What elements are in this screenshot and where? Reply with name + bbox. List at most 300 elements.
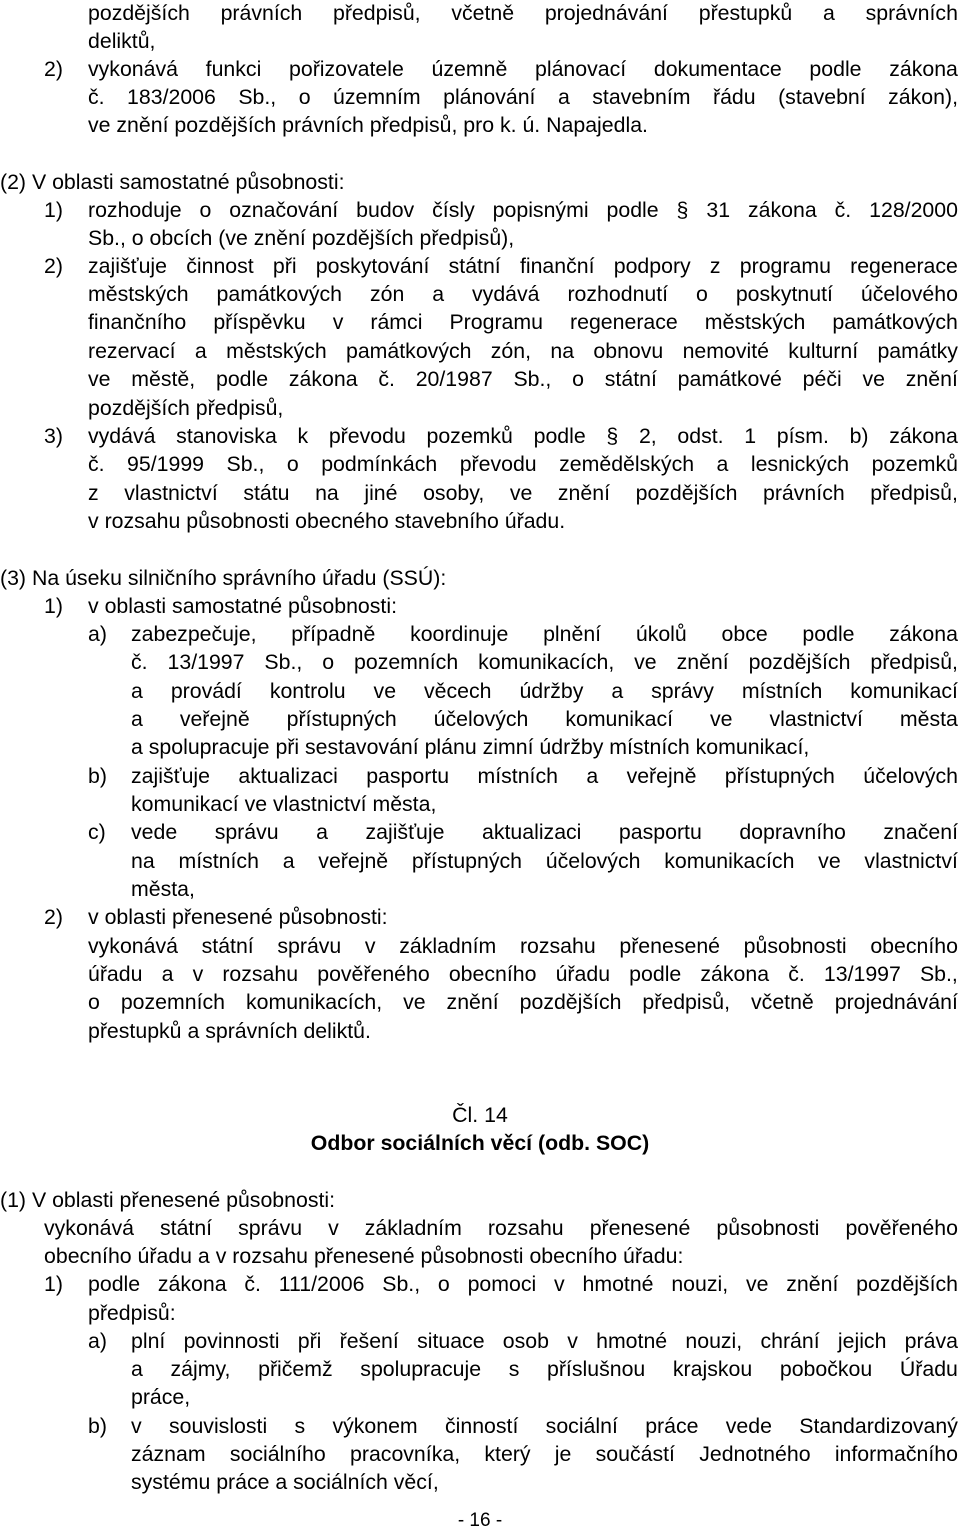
text-line — [88, 0, 958, 27]
word: zajišťuje — [88, 254, 168, 278]
list-number: 1) — [44, 594, 63, 618]
word: přenesené — [619, 934, 721, 958]
text-line: předpisů: — [88, 1301, 176, 1325]
text-line: v rozsahu působnosti obecného stavebního úřadu. — [88, 509, 566, 533]
word: plní — [131, 1329, 166, 1353]
word: přičemž — [258, 1357, 333, 1381]
word: pozdějších — [748, 650, 851, 674]
word: působnosti — [743, 934, 847, 958]
word: městských — [704, 310, 806, 334]
word: o — [88, 990, 100, 1014]
word: a — [131, 707, 143, 731]
word: pozemních — [354, 650, 459, 674]
word: 1 — [744, 424, 757, 448]
paragraph-heading: (3) Na úseku silničního správního úřadu (SSÚ): — [0, 566, 447, 590]
word: záznam — [131, 1442, 206, 1466]
list-letter: a) — [88, 622, 107, 646]
word: zákon), — [888, 85, 958, 109]
word: správy — [651, 679, 714, 703]
word: účelových — [863, 764, 958, 788]
word: 2, — [638, 424, 657, 448]
word: zákona — [889, 622, 958, 646]
word: ve — [373, 679, 397, 703]
word: městě, — [131, 367, 196, 391]
word: 31 — [706, 198, 731, 222]
word: zajišťuje — [365, 820, 445, 844]
text-line — [88, 337, 958, 365]
word: zákona — [288, 367, 358, 391]
word: 111/2006 — [278, 1272, 365, 1296]
word: Úřadu — [899, 1357, 958, 1381]
word: 13/1997 — [167, 650, 245, 674]
word: správu — [277, 934, 342, 958]
text-line — [131, 762, 958, 790]
word: údržby — [519, 679, 584, 703]
word: památkových — [216, 282, 343, 306]
word: č. — [88, 85, 105, 109]
word: ve — [710, 707, 733, 731]
word: místních — [178, 849, 259, 873]
text-line — [88, 83, 958, 111]
word: pomoci — [467, 1272, 537, 1296]
word: činností — [444, 1414, 519, 1438]
word: památkových — [345, 339, 472, 363]
word: věcech — [424, 679, 492, 703]
list-number: 1) — [44, 198, 63, 222]
word: sociální — [545, 1414, 618, 1438]
text-line — [131, 818, 958, 846]
word: ve — [818, 849, 841, 873]
word: poskytnutí — [735, 282, 833, 306]
word: účelových — [545, 849, 641, 873]
paragraph-heading: (2) V oblasti samostatné působnosti: — [0, 170, 345, 194]
word: včetně — [751, 990, 814, 1014]
word: spolupracuje — [360, 1357, 482, 1381]
word: vykonává — [44, 1216, 134, 1240]
word: podle — [606, 198, 659, 222]
word: vydává — [472, 282, 540, 306]
word: příspěvku — [213, 310, 306, 334]
word: znění — [786, 1272, 839, 1296]
text-line — [131, 677, 958, 705]
word: zákona — [157, 1272, 227, 1296]
word: stanoviska — [176, 424, 277, 448]
word: č. — [788, 962, 805, 986]
word: podle — [809, 57, 862, 81]
word: vede — [725, 1414, 772, 1438]
word: komunikací — [565, 707, 674, 731]
text-line: a spolupracuje při sestavování plánu zimní údržby místních komunikací, — [131, 735, 810, 759]
word: osob — [502, 1329, 549, 1353]
list-letter: a) — [88, 1329, 107, 1353]
word: pověřeného — [845, 1216, 958, 1240]
word: hmotné — [582, 1272, 654, 1296]
list-letter: c) — [88, 820, 106, 844]
word: popisnými — [492, 198, 589, 222]
word: komunikacích, — [245, 990, 383, 1014]
word: rozsahu — [487, 1216, 564, 1240]
word: zákona — [889, 424, 958, 448]
word: územním — [333, 85, 421, 109]
text-line — [44, 1214, 958, 1242]
word: vydává — [88, 424, 156, 448]
word: zabezpečuje, — [131, 622, 257, 646]
word: jiné — [364, 481, 398, 505]
word: předpisů, — [642, 990, 731, 1014]
word: místních — [477, 764, 558, 788]
word: působnosti — [716, 1216, 820, 1240]
text-line: pozdějších předpisů, — [88, 396, 284, 420]
word: v — [554, 1272, 565, 1296]
word: rozhodnutí — [567, 282, 669, 306]
word: přístupných — [411, 849, 522, 873]
word: osoby, — [423, 481, 485, 505]
word: nouzi, — [685, 1329, 743, 1353]
word: základním — [399, 934, 497, 958]
text-line: v oblasti samostatné působnosti: — [88, 594, 397, 618]
word: znění — [446, 990, 499, 1014]
word: základním — [364, 1216, 462, 1240]
word: projednávání — [544, 1, 668, 25]
word: finančního — [88, 310, 187, 334]
word: podle — [802, 622, 855, 646]
word: pobočkou — [779, 1357, 873, 1381]
word: chrání — [760, 1329, 820, 1353]
word: z — [709, 254, 721, 278]
word: zákona — [889, 57, 958, 81]
text-line: města, — [131, 877, 195, 901]
word: poskytování — [315, 254, 430, 278]
word: 20/1987 — [415, 367, 493, 391]
word: funkci — [205, 57, 262, 81]
text-line — [88, 252, 958, 280]
word: s — [294, 1414, 306, 1438]
word: informačního — [834, 1442, 958, 1466]
word: státní — [604, 367, 657, 391]
word: městských — [88, 282, 189, 306]
word: při — [297, 1329, 322, 1353]
word: Sb., — [382, 1272, 421, 1296]
text-line: obecního úřadu a v rozsahu přenesené působnosti obecního úřadu: — [44, 1244, 684, 1268]
word: č. — [834, 198, 852, 222]
text-line — [88, 932, 958, 960]
word: č. — [131, 650, 148, 674]
word: státní — [160, 1216, 213, 1240]
word: správu — [214, 820, 279, 844]
word: sociálního — [229, 1442, 326, 1466]
list-number: 1) — [44, 1272, 63, 1296]
word: zón — [369, 282, 405, 306]
word: programu — [739, 254, 831, 278]
word: pozdějších — [635, 481, 738, 505]
text-line: v oblasti přenesené působnosti: — [88, 905, 388, 929]
text-line — [88, 988, 958, 1016]
word: Programu — [449, 310, 543, 334]
word: vede — [131, 820, 178, 844]
word: který — [484, 1442, 531, 1466]
word: rezervací — [88, 339, 176, 363]
word: Sb., — [226, 452, 265, 476]
word: 183/2006 — [127, 85, 216, 109]
word: v — [567, 1329, 578, 1353]
word: koordinuje — [410, 622, 509, 646]
word: s — [508, 1357, 520, 1381]
word: správních — [865, 1, 958, 25]
word: úřadu — [88, 962, 143, 986]
word: pozemních — [120, 990, 226, 1014]
word: dokumentace — [653, 57, 782, 81]
word: veřejně — [626, 764, 697, 788]
word: o — [286, 452, 299, 476]
word: č. — [378, 367, 395, 391]
list-letter: b) — [88, 764, 107, 788]
word: komunikací — [850, 679, 958, 703]
word: a — [316, 820, 328, 844]
text-line — [88, 479, 958, 507]
word: pozemků — [426, 424, 513, 448]
word: z — [88, 481, 99, 505]
text-line: deliktů, — [88, 29, 156, 53]
text-line — [88, 1270, 958, 1298]
word: a — [282, 849, 295, 873]
word: 95/1999 — [127, 452, 205, 476]
word: provádí — [170, 679, 242, 703]
word: účelového — [860, 282, 958, 306]
word: Standardizovaný — [799, 1414, 958, 1438]
word: a — [611, 679, 624, 703]
word: přístupných — [724, 764, 835, 788]
word: označování — [229, 198, 339, 222]
word: a — [586, 764, 599, 788]
word: na — [131, 849, 155, 873]
word: přestupků — [698, 1, 793, 25]
word: komunikacích, — [478, 650, 615, 674]
word: péči — [802, 367, 842, 391]
word: rozhoduje — [88, 198, 182, 222]
word: kontrolu — [269, 679, 346, 703]
word: 13/1997 — [823, 962, 901, 986]
word: je — [554, 1442, 572, 1466]
word: pozemků — [871, 452, 958, 476]
word: o — [322, 650, 335, 674]
word: pověřeného — [317, 962, 430, 986]
word: předpisů, — [870, 650, 958, 674]
word: včetně — [451, 1, 515, 25]
word: souvislosti — [168, 1414, 268, 1438]
text-line — [88, 280, 958, 308]
word: dopravního — [739, 820, 846, 844]
word: ve — [88, 367, 111, 391]
word: převodu — [328, 424, 406, 448]
word: pasportu — [366, 764, 450, 788]
word: památkové — [677, 367, 782, 391]
text-line — [88, 450, 958, 478]
word: Sb., — [919, 962, 958, 986]
text-line — [131, 648, 958, 676]
word: v — [332, 310, 344, 334]
word: na — [315, 481, 339, 505]
article-title: Odbor sociálních věcí (odb. SOC) — [310, 1131, 650, 1155]
word: obnovu — [593, 339, 664, 363]
word: č. — [88, 452, 105, 476]
word: znění — [905, 367, 958, 391]
text-line — [88, 308, 958, 336]
text-line: práce, — [131, 1385, 191, 1409]
word: předpisů, — [332, 1, 421, 25]
word: o — [696, 282, 708, 306]
word: v — [364, 934, 376, 958]
word: znění — [676, 650, 729, 674]
text-line: systému práce a sociálních věcí, — [131, 1470, 439, 1494]
word: veřejně — [179, 707, 250, 731]
word: podmínkách — [321, 452, 438, 476]
word: 128/2000 — [869, 198, 958, 222]
word: na — [550, 339, 575, 363]
word: podle — [533, 424, 586, 448]
word: zákona — [700, 962, 770, 986]
word: podle — [629, 962, 682, 986]
word: zón, — [490, 339, 532, 363]
word: a — [161, 962, 174, 986]
word: právních — [220, 1, 303, 25]
word: značení — [883, 820, 958, 844]
word: plánování — [443, 85, 536, 109]
word: hmotné — [596, 1329, 668, 1353]
word: ve — [509, 481, 533, 505]
word: Jednotného — [699, 1442, 811, 1466]
word: (stavební — [778, 85, 866, 109]
word: městských — [226, 339, 327, 363]
word: podpory — [613, 254, 691, 278]
word: v — [328, 1216, 339, 1240]
word: nemovité — [682, 339, 769, 363]
word: přístupných — [286, 707, 397, 731]
word: budov — [356, 198, 415, 222]
word: přenesené — [589, 1216, 691, 1240]
text-line: ve znění pozdějších právních předpisů, pro k. ú. Napajedla. — [88, 113, 648, 137]
word: zákona — [747, 198, 817, 222]
word: b) — [849, 424, 869, 448]
paragraph-heading: (1) V oblasti přenesené působnosti: — [0, 1188, 336, 1212]
word: vykonává — [88, 57, 178, 81]
word: vlastnictví — [864, 849, 958, 873]
word: právních — [763, 481, 845, 505]
word: § — [606, 424, 619, 448]
word: památkových — [832, 310, 958, 334]
word: a — [557, 85, 570, 109]
word: obce — [721, 622, 768, 646]
word: místních — [741, 679, 823, 703]
word: zemědělských — [559, 452, 695, 476]
word: činnost — [186, 254, 254, 278]
word: pořizovatele — [289, 57, 404, 81]
word: města — [899, 707, 958, 731]
word: a — [432, 282, 445, 306]
word: regenerace — [850, 254, 958, 278]
text-line — [131, 1355, 958, 1383]
word: úkolů — [635, 622, 687, 646]
word: obecního — [870, 934, 958, 958]
text-line: komunikací ve vlastnictví města, — [131, 792, 437, 816]
word: a — [822, 1, 835, 25]
text-line — [88, 196, 958, 224]
word: aktualizaci — [481, 820, 582, 844]
word: o — [437, 1272, 450, 1296]
word: správu — [238, 1216, 303, 1240]
word: krajskou — [672, 1357, 753, 1381]
word: součástí — [595, 1442, 675, 1466]
word: situace — [417, 1329, 485, 1353]
word: předpisů, — [870, 481, 958, 505]
word: řešení — [339, 1329, 399, 1353]
word: odst. — [677, 424, 724, 448]
word: znění — [557, 481, 611, 505]
text-line — [131, 620, 958, 648]
word: jejich — [837, 1329, 887, 1353]
word: čísly — [432, 198, 475, 222]
word: Sb., — [513, 367, 552, 391]
word: výkonem — [332, 1414, 418, 1438]
word: ve — [745, 1272, 769, 1296]
word: zajišťuje — [131, 764, 211, 788]
word: lesnických — [750, 452, 850, 476]
list-number: 3) — [44, 424, 63, 448]
word: pozdějších — [88, 1, 190, 25]
word: o — [298, 85, 311, 109]
word: v — [192, 962, 204, 986]
word: vlastnictví — [769, 707, 863, 731]
word: pasportu — [618, 820, 702, 844]
word: vykonává — [88, 934, 178, 958]
word: a — [716, 452, 729, 476]
word: úřadu — [555, 962, 611, 986]
list-number: 2) — [44, 254, 63, 278]
word: č. — [244, 1272, 261, 1296]
word: a — [131, 1357, 143, 1381]
text-line — [88, 365, 958, 393]
word: plnění — [543, 622, 602, 646]
word: k — [297, 424, 309, 448]
word: státní — [201, 934, 254, 958]
word: vlastnictví — [124, 481, 218, 505]
word: ve — [403, 990, 426, 1014]
word: Sb., — [264, 650, 303, 674]
word: a — [194, 339, 207, 363]
word: o — [199, 198, 212, 222]
word: plánovací — [535, 57, 627, 81]
word: komunikacích — [664, 849, 795, 873]
word: podle — [88, 1272, 141, 1296]
word: pozdějších — [519, 990, 622, 1014]
word: státu — [243, 481, 290, 505]
word: rozsahu — [222, 962, 299, 986]
word: ve — [634, 650, 657, 674]
word: Sb., — [238, 85, 277, 109]
word: ve — [862, 367, 885, 391]
word: podle — [215, 367, 269, 391]
text-line — [88, 422, 958, 450]
word: práce — [645, 1414, 699, 1438]
word: písm. — [776, 424, 829, 448]
word: a — [131, 679, 143, 703]
text-line — [131, 1327, 958, 1355]
word: převodu — [459, 452, 537, 476]
word: účelových — [433, 707, 529, 731]
word: státní — [448, 254, 501, 278]
text-line — [88, 960, 958, 988]
text-line — [88, 55, 958, 83]
text-line — [131, 847, 958, 875]
